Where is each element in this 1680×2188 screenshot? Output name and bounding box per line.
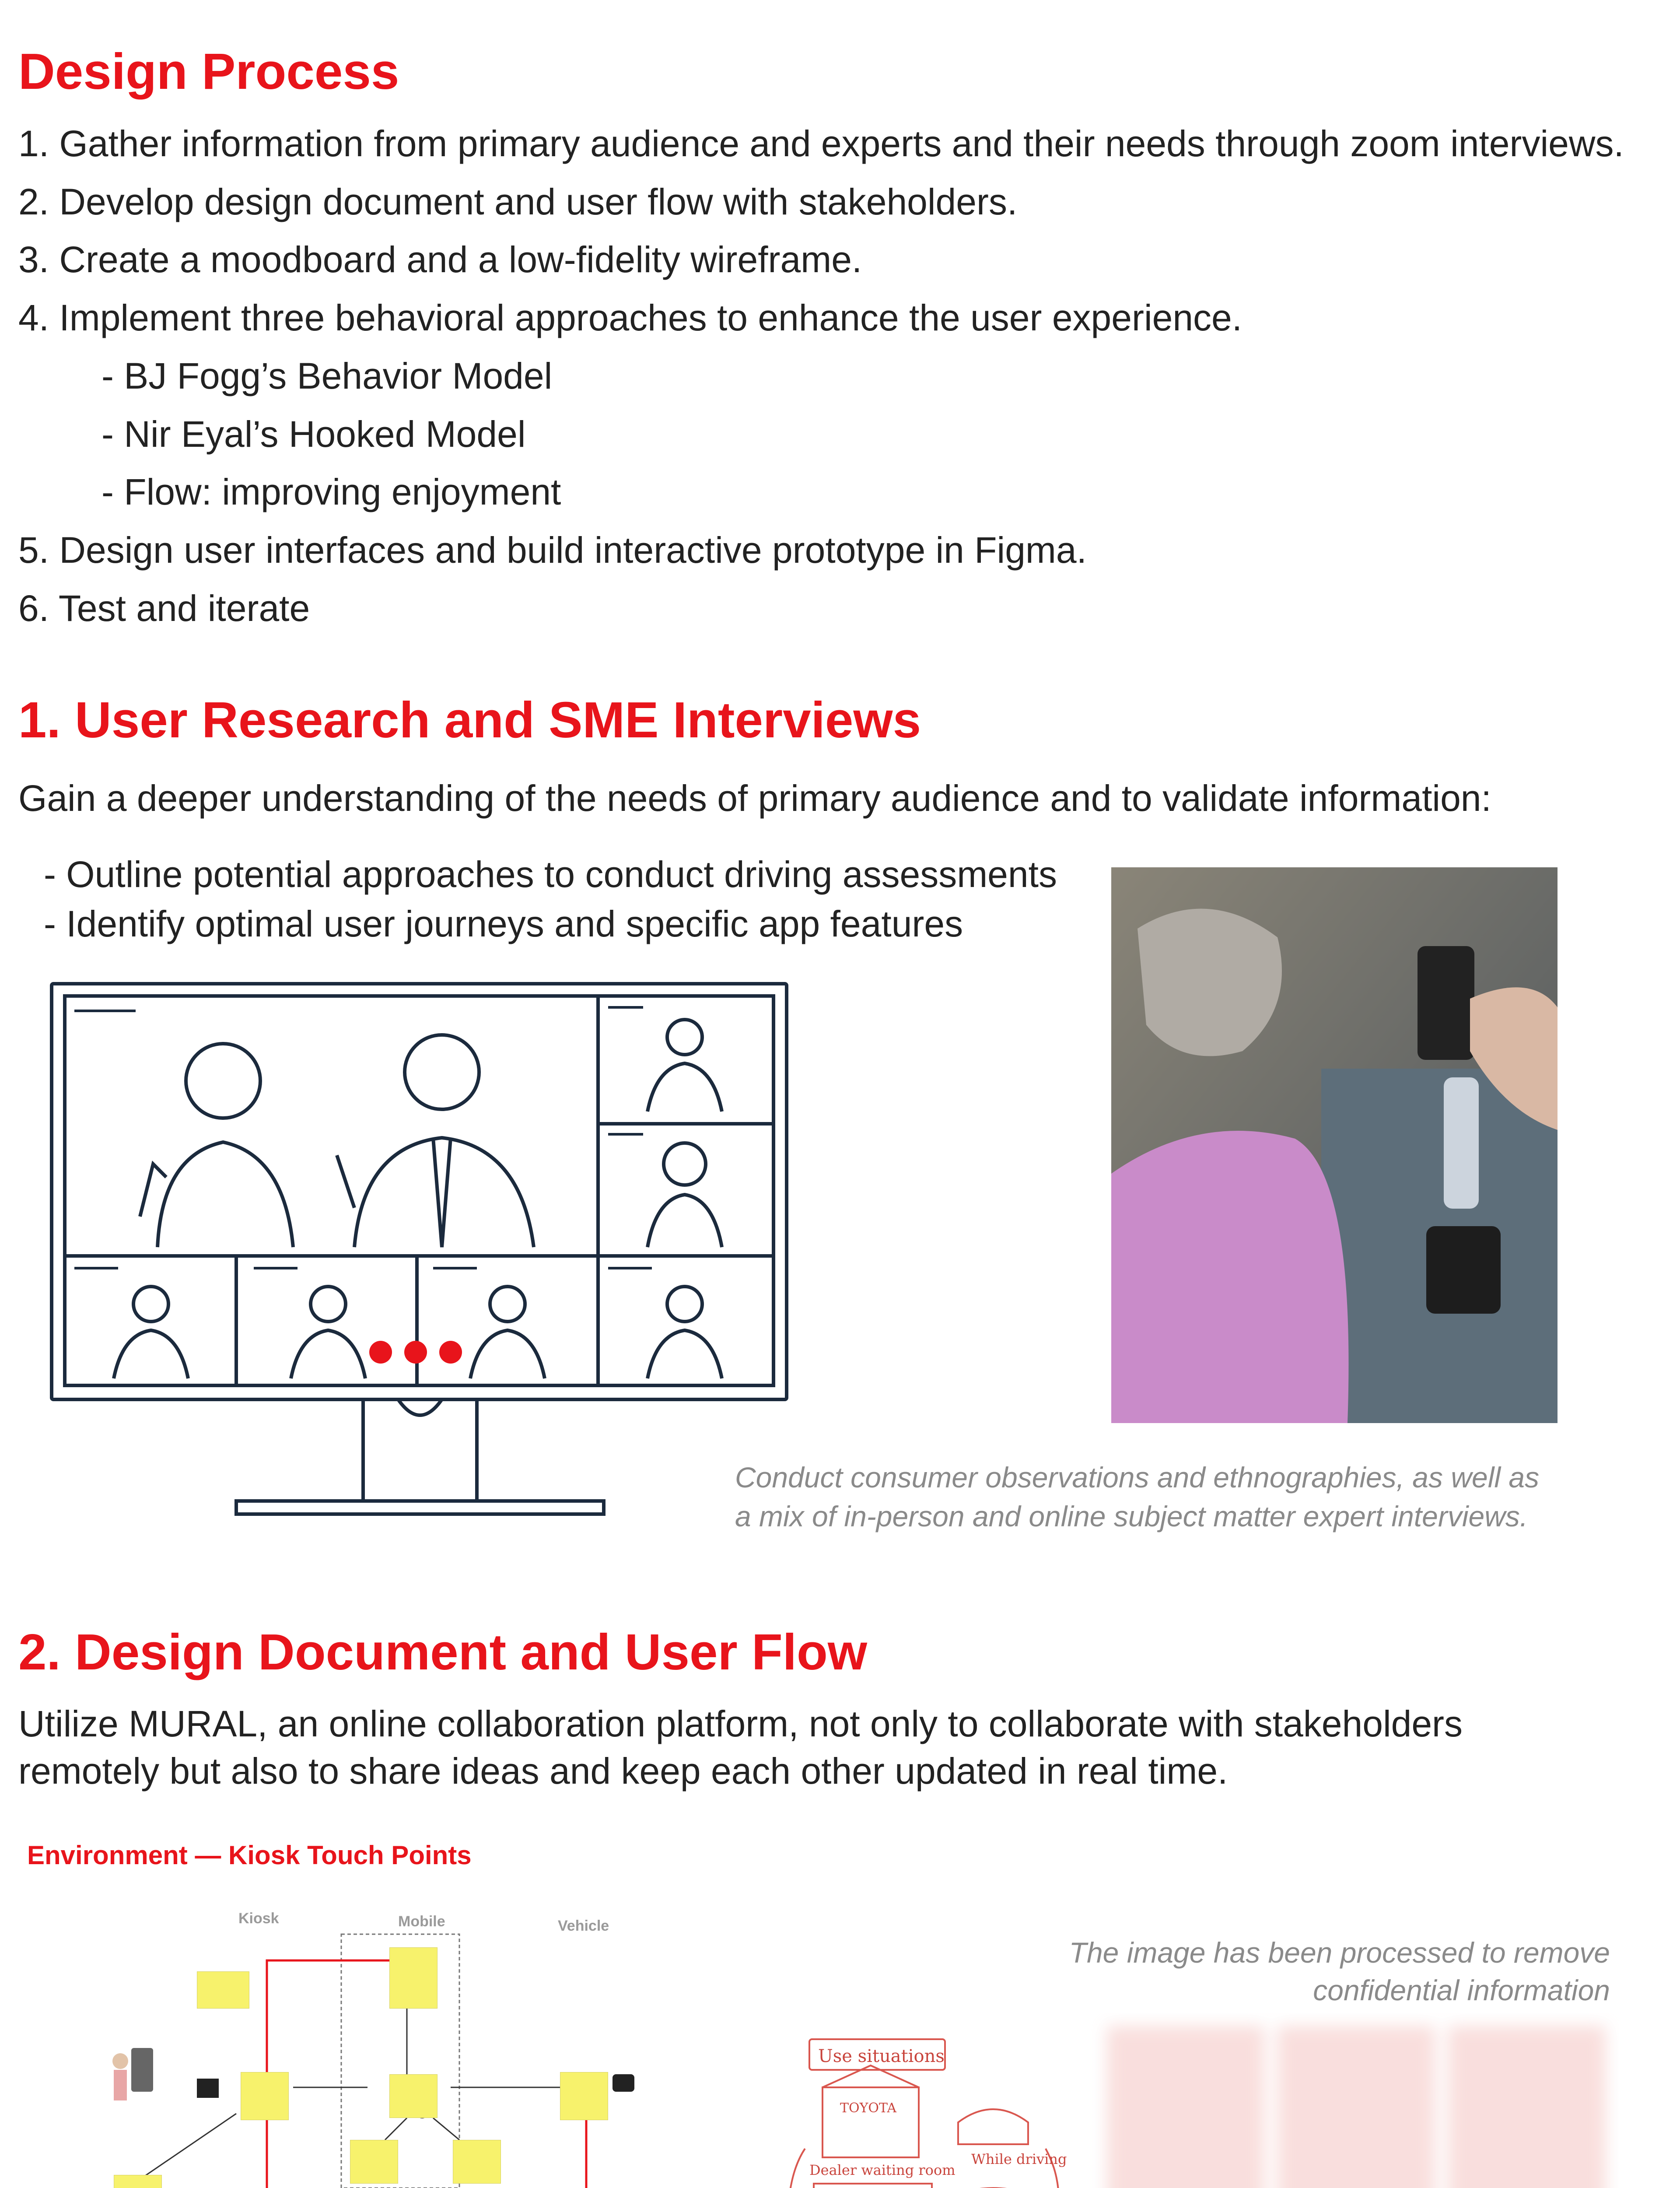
step-1: 1. Gather information from primary audience and experts and their needs through zoom interviews.: [18, 123, 1624, 164]
step-4c: - Flow: improving enjoyment: [102, 471, 561, 513]
research-caption: [735, 1458, 1662, 1536]
research-caption-line1: Conduct consumer observations and ethnographies, as well as: [735, 1461, 1540, 1494]
research-bullet-1: - Outline potential approaches to conduct driving assessments: [44, 854, 1057, 895]
environment-title: Environment — Kiosk Touch Points: [27, 1841, 472, 1870]
sticky-kiosk-dealer: [241, 2072, 289, 2120]
research-bullets: [44, 850, 1120, 948]
step-4: 4. Implement three behavioral approaches to enhance the user experience.: [18, 297, 1242, 339]
research-bullet-2: - Identify optimal user journeys and specific app features: [44, 903, 963, 944]
step-4b: - Nir Eyal’s Hooked Model: [102, 413, 526, 455]
sticky-wellness: [350, 2140, 398, 2184]
sketch-while-driving: While driving: [971, 2151, 1067, 2167]
processed-line1: The image has been processed to remove: [1069, 1936, 1610, 1969]
step-2: 2. Develop design document and user flow with stakeholders.: [18, 181, 1018, 222]
design-doc-line2: remotely but also to share ideas and keep each other updated in real time.: [18, 1750, 1228, 1792]
column-mobile: Mobile: [398, 1913, 445, 1930]
research-heading: 1. User Research and SME Interviews: [18, 691, 921, 748]
sticky-driving-assessment: [389, 2074, 438, 2118]
step-3: 3. Create a moodboard and a low-fidelity wireframe.: [18, 239, 862, 281]
environment-diagram: [13, 1908, 669, 2188]
research-caption-line2: a mix of in-person and online subject matter expert interviews.: [735, 1500, 1528, 1533]
sticky-connected-vehicle: [560, 2072, 608, 2120]
step-6: 6. Test and iterate: [18, 587, 310, 629]
research-intro: Gain a deeper understanding of the needs of primary audience and to validate information:: [18, 778, 1491, 819]
step-4a: - BJ Fogg’s Behavior Model: [102, 355, 553, 396]
design-process-list: [18, 115, 1672, 637]
video-call-illustration: [48, 980, 792, 1518]
column-kiosk: Kiosk: [238, 1910, 279, 1927]
sticky-non-vehicle: [197, 1971, 249, 2009]
sticky-expose-public: [114, 2175, 162, 2188]
environment-connectors: [13, 1908, 669, 2188]
sketchnote-image: [766, 2013, 1619, 2188]
sticky-cognition: [453, 2140, 501, 2184]
sketch-dealer-room: Dealer waiting room: [809, 2162, 956, 2178]
design-doc-heading: 2. Design Document and User Flow: [18, 1623, 868, 1680]
sketch-toyota: TOYOTA: [840, 2100, 897, 2116]
sticky-report: [389, 1947, 438, 2009]
processed-line2: confidential information: [1313, 1974, 1610, 2006]
observation-photo: [1111, 867, 1558, 1423]
processed-notice: [919, 1934, 1610, 2009]
sketch-use-situations: Use situations: [818, 2046, 945, 2066]
step-5: 5. Design user interfaces and build interactive prototype in Figma.: [18, 529, 1087, 571]
column-vehicle: Vehicle: [558, 1918, 609, 1934]
design-doc-line1: Utilize MURAL, an online collaboration platform, not only to collaborate with stakeholders: [18, 1703, 1463, 1744]
design-process-heading: Design Process: [18, 43, 399, 100]
design-doc-intro: [18, 1701, 1672, 1795]
